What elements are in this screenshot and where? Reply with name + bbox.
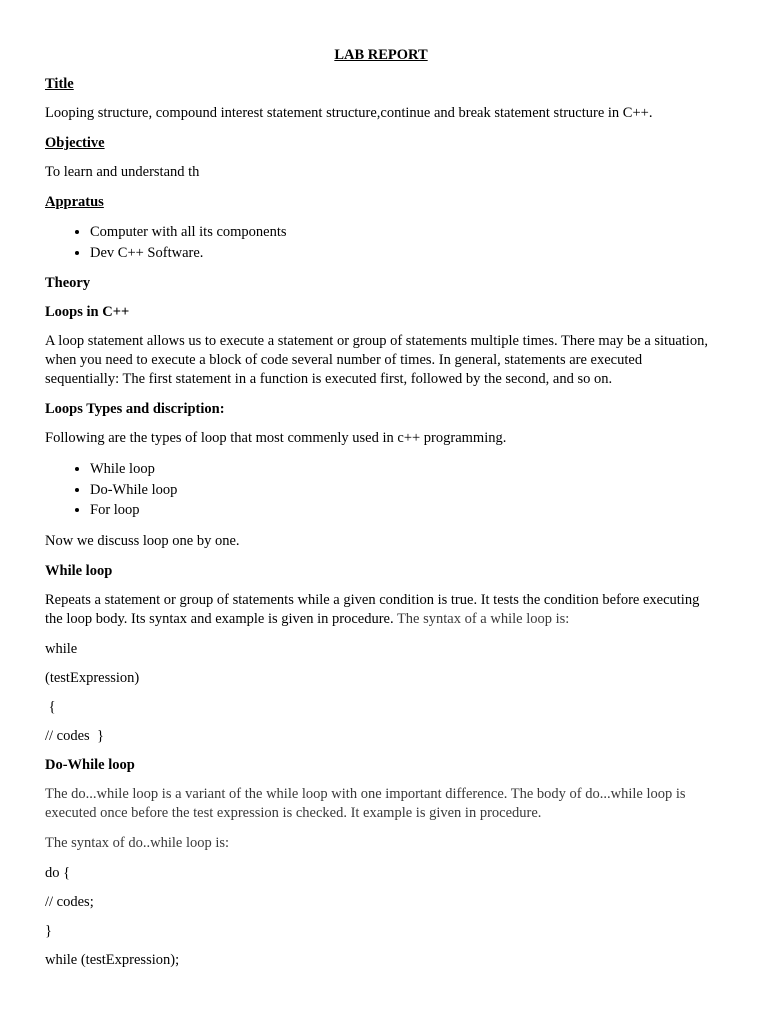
list-item: • Dev C++ Software. [90, 243, 717, 264]
report-title: LAB REPORT [334, 47, 428, 63]
while-code-line: (testExpression) [45, 669, 140, 686]
list-item: • Do-While loop [90, 480, 717, 501]
dowhile-loop-heading: Do-While loop [45, 756, 135, 773]
loop-types-list [45, 459, 717, 521]
while-code-line: while [45, 640, 78, 657]
title-text: Looping structure, compound interest statement structure,continue and break statement structure in C++. [45, 105, 653, 121]
dowhile-code-line: while (testExpression); [45, 951, 180, 968]
objective-text: To learn and understand th [45, 164, 200, 180]
dowhile-code-line: // codes; [45, 893, 94, 910]
objective-heading: Objective [45, 135, 105, 151]
while-loop-text [45, 591, 717, 629]
loops-heading: Loops in C++ [45, 304, 130, 320]
list-item: • For loop [90, 500, 717, 521]
apparatus-heading: Appratus [45, 194, 104, 210]
dowhile-code-line: } [45, 922, 52, 939]
while-loop-description: Repeats a statement or group of statements while a given condition is true. It tests the condition before executing the loop body. Its syntax and example is given in procedure. [45, 591, 700, 627]
list-item: • Computer with all its components [90, 222, 717, 243]
loops-text: A loop statement allows us to execute a statement or group of statements multiple times. There may be a situation, when you need to execute a block of code several number of times. In general, statements are executed sequentially: The first statement in a function is executed first, followed by the second, and so on. [45, 333, 708, 387]
theory-heading: Theory [45, 275, 91, 291]
discuss-text: Now we discuss loop one by one. [45, 532, 240, 549]
list-item: • While loop [90, 459, 717, 480]
while-code-line: // codes } [45, 727, 104, 744]
dowhile-syntax-intro: The syntax of do..while loop is: [45, 834, 230, 851]
while-code-line: { [45, 698, 56, 715]
loop-types-heading: Loops Types and discription: [45, 401, 225, 417]
lab-report-page [45, 46, 717, 980]
while-loop-heading: While loop [45, 562, 113, 579]
title-heading: Title [45, 76, 74, 92]
apparatus-list [45, 222, 717, 263]
while-loop-syntax-intro: The syntax of a while loop is: [396, 610, 570, 627]
loop-types-text: Following are the types of loop that most commenly used in c++ programming. [45, 430, 507, 446]
dowhile-loop-text: The do...while loop is a variant of the while loop with one important difference. The body of do...while loop is executed once before the test expression is checked. It example is given in procedure. [45, 785, 686, 821]
dowhile-code-line: do { [45, 864, 71, 881]
